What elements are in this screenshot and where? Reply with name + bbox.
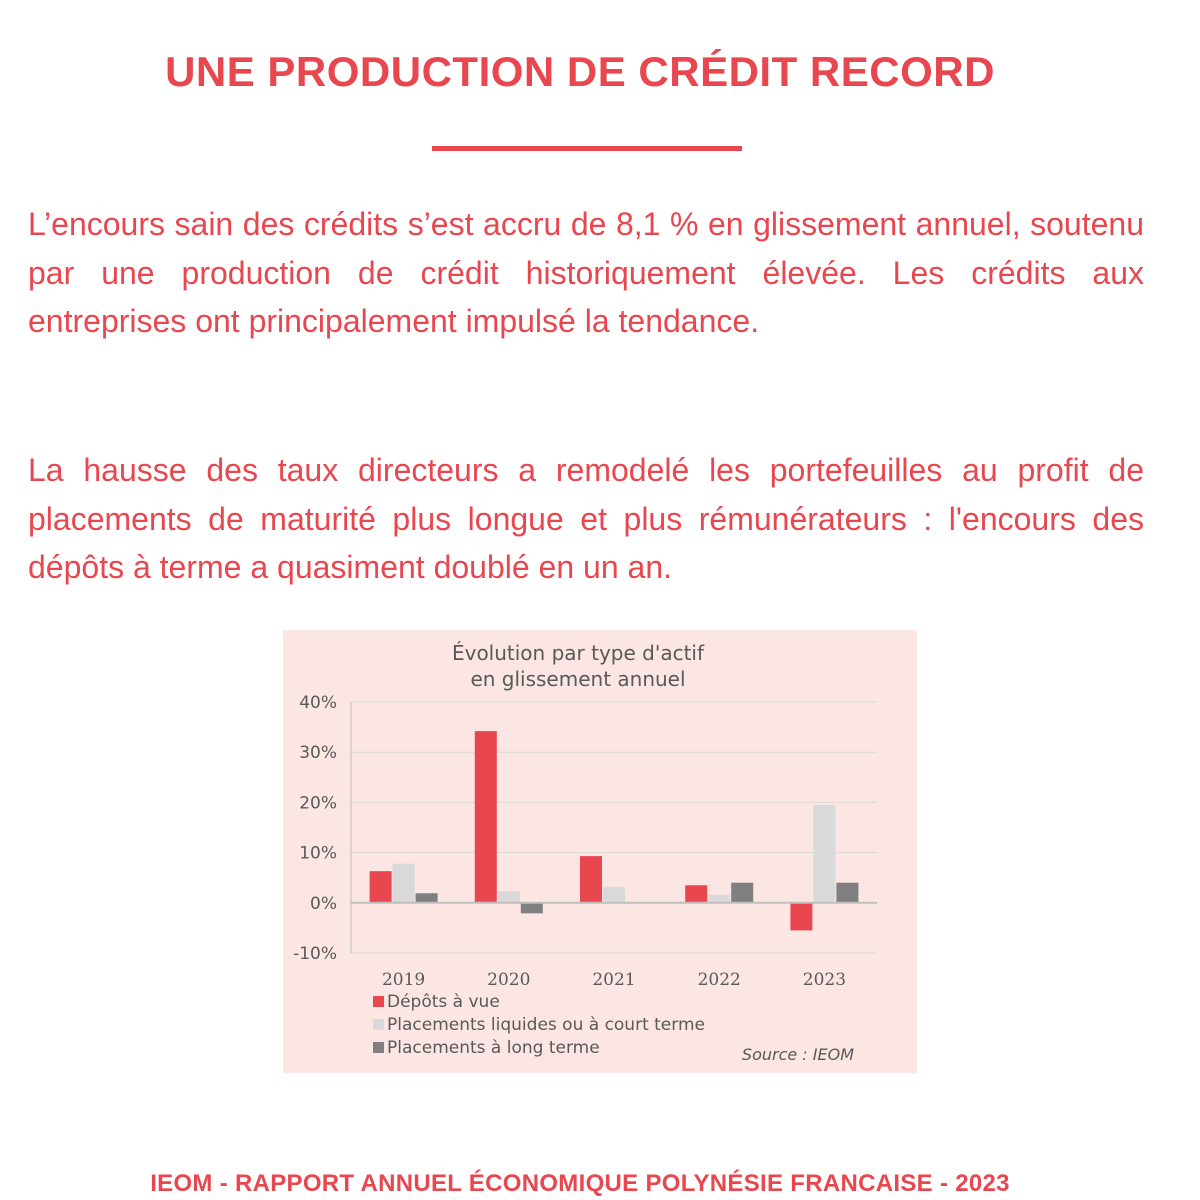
x-tick-label: 2023 (802, 970, 847, 990)
bar-chart (283, 630, 917, 1073)
legend-swatch (373, 996, 384, 1007)
title-underline (432, 146, 742, 151)
y-tick-label: -10% (293, 944, 337, 964)
chart-title-line1: Évolution par type d'actif (451, 641, 705, 665)
bar-d-p-ts-vue-2022 (685, 885, 707, 903)
bar-placements-liquides-ou-court-terme-2021 (603, 887, 625, 903)
legend-label: Dépôts à vue (387, 992, 500, 1012)
bar-placements-liquides-ou-court-terme-2023 (813, 805, 835, 903)
bar-placements-long-terme-2022 (731, 883, 753, 903)
bar-placements-long-terme-2023 (836, 883, 858, 903)
paragraph-credits: L’encours sain des crédits s’est accru de 8,1 % en glissement annuel, soutenu par une production de crédit historiquement élevée. Les crédits aux entreprises ont principalement impulsé la tendance. (28, 206, 1144, 339)
y-tick-label: 20% (299, 793, 337, 814)
y-tick-label: 40% (299, 693, 337, 713)
bar-placements-liquides-ou-court-terme-2019 (393, 864, 415, 903)
y-tick-label: 30% (299, 743, 337, 764)
legend-swatch (373, 1042, 384, 1053)
legend-label: Placements liquides ou à court terme (387, 1015, 705, 1035)
chart-source: Source : IEOM (741, 1045, 854, 1064)
bar-placements-liquides-ou-court-terme-2020 (498, 891, 520, 903)
bar-placements-long-terme-2019 (416, 893, 438, 903)
y-tick-label: 0% (310, 893, 337, 914)
bar-d-p-ts-vue-2020 (475, 731, 497, 903)
legend-swatch (373, 1019, 384, 1030)
x-tick-label: 2020 (487, 970, 531, 990)
page-title: UNE PRODUCTION DE CRÉDIT RECORD (165, 48, 995, 95)
chart-title-line2: en glissement annuel (470, 667, 686, 691)
x-tick-label: 2019 (381, 970, 426, 990)
y-tick-label: 10% (299, 843, 337, 864)
x-tick-label: 2021 (592, 970, 636, 990)
bar-d-p-ts-vue-2019 (370, 871, 392, 903)
bar-placements-long-terme-2020 (521, 903, 543, 914)
paragraph-deposits: La hausse des taux directeurs a remodelé les portefeuilles au profit de placements de maturité plus longue et plus rémunérateurs : l'encours des dépôts à terme a quasiment doublé en un an. (28, 452, 1144, 585)
bar-placements-liquides-ou-court-terme-2022 (708, 895, 730, 903)
chart-container (283, 630, 917, 1073)
footer: IEOM - RAPPORT ANNUEL ÉCONOMIQUE POLYNÉSIE FRANCAISE - 2023 (150, 1170, 1010, 1197)
legend-label: Placements à long terme (387, 1038, 600, 1058)
x-tick-label: 2022 (697, 970, 741, 990)
bar-d-p-ts-vue-2021 (580, 856, 602, 903)
bar-d-p-ts-vue-2023 (790, 903, 812, 931)
